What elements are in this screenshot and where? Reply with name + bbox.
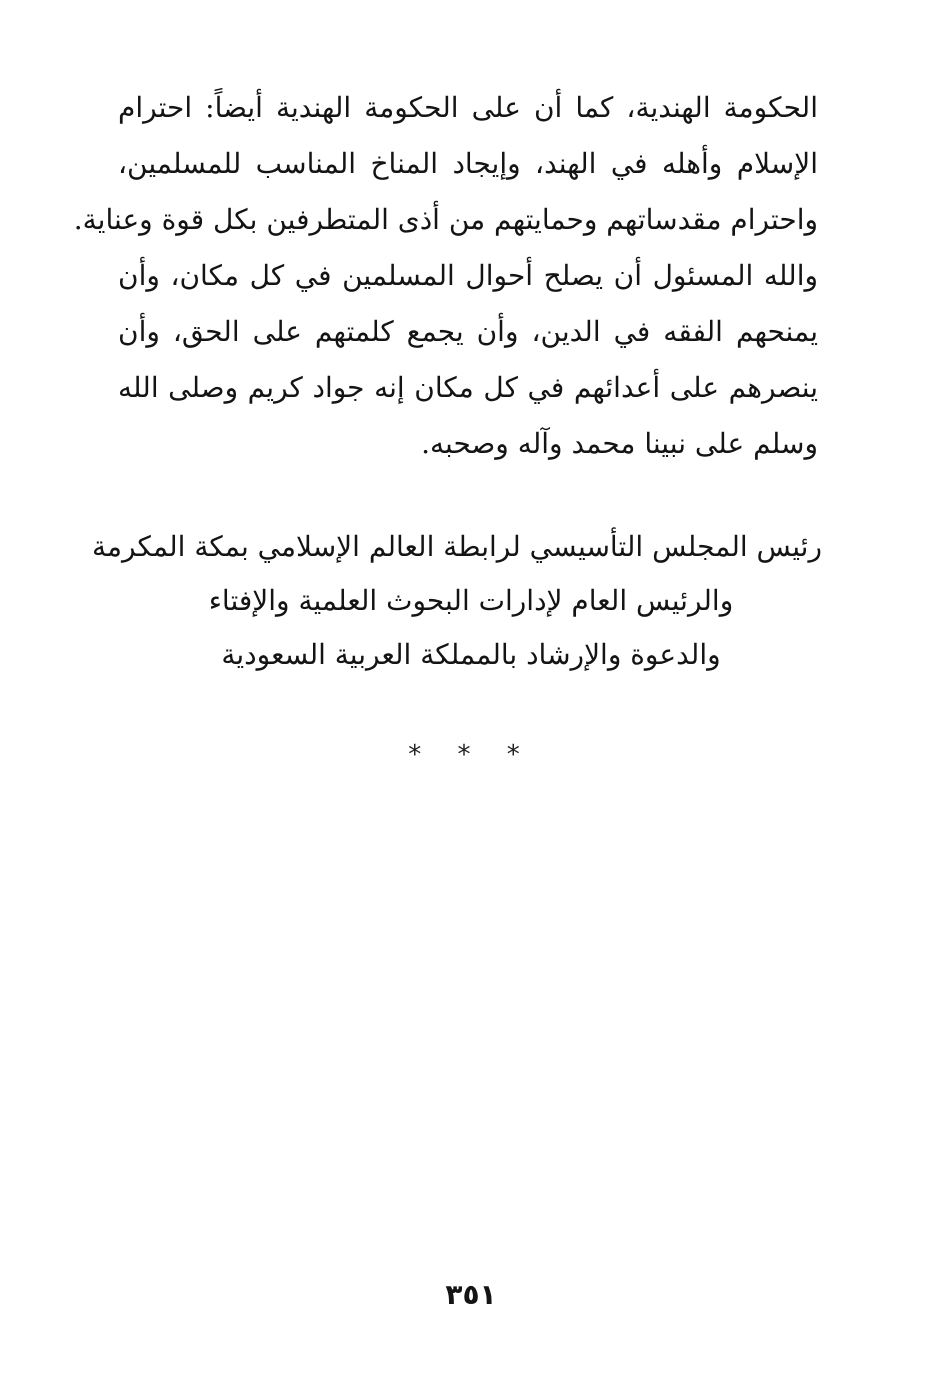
body-line: يمنحهم الفقه في الدين، وأن يجمع كلمتهم على الحق، وأن <box>118 315 818 348</box>
page-number: ٣٥١ <box>445 1278 497 1311</box>
signature-line: والرئيس العام لإدارات البحوث العلمية والإفتاء <box>208 584 734 617</box>
body-line: الحكومة الهندية، كما أن على الحكومة الهندية أيضاً: احترام <box>118 91 818 124</box>
body-paragraph <box>73 80 818 472</box>
body-line: والله المسئول أن يصلح أحوال المسلمين في كل مكان، وأن <box>118 259 818 292</box>
signature-block <box>92 520 822 682</box>
signature-line: رئيس المجلس التأسيسي لرابطة العالم الإسلامي بمكة المكرمة <box>92 530 822 563</box>
body-line: الإسلام وأهله في الهند، وإيجاد المناخ المناسب للمسلمين، <box>118 147 818 180</box>
body-line: واحترام مقدساتهم وحمايتهم من أذى المتطرفين بكل قوة وعناية. <box>73 203 818 236</box>
body-line: ينصرهم على أعدائهم في كل مكان إنه جواد كريم وصلى الله <box>118 371 818 404</box>
body-line: وسلم على نبينا محمد وآله وصحبه. <box>421 427 818 460</box>
section-separator: * * * <box>408 740 534 770</box>
signature-line: والدعوة والإرشاد بالمملكة العربية السعودية <box>221 638 721 671</box>
